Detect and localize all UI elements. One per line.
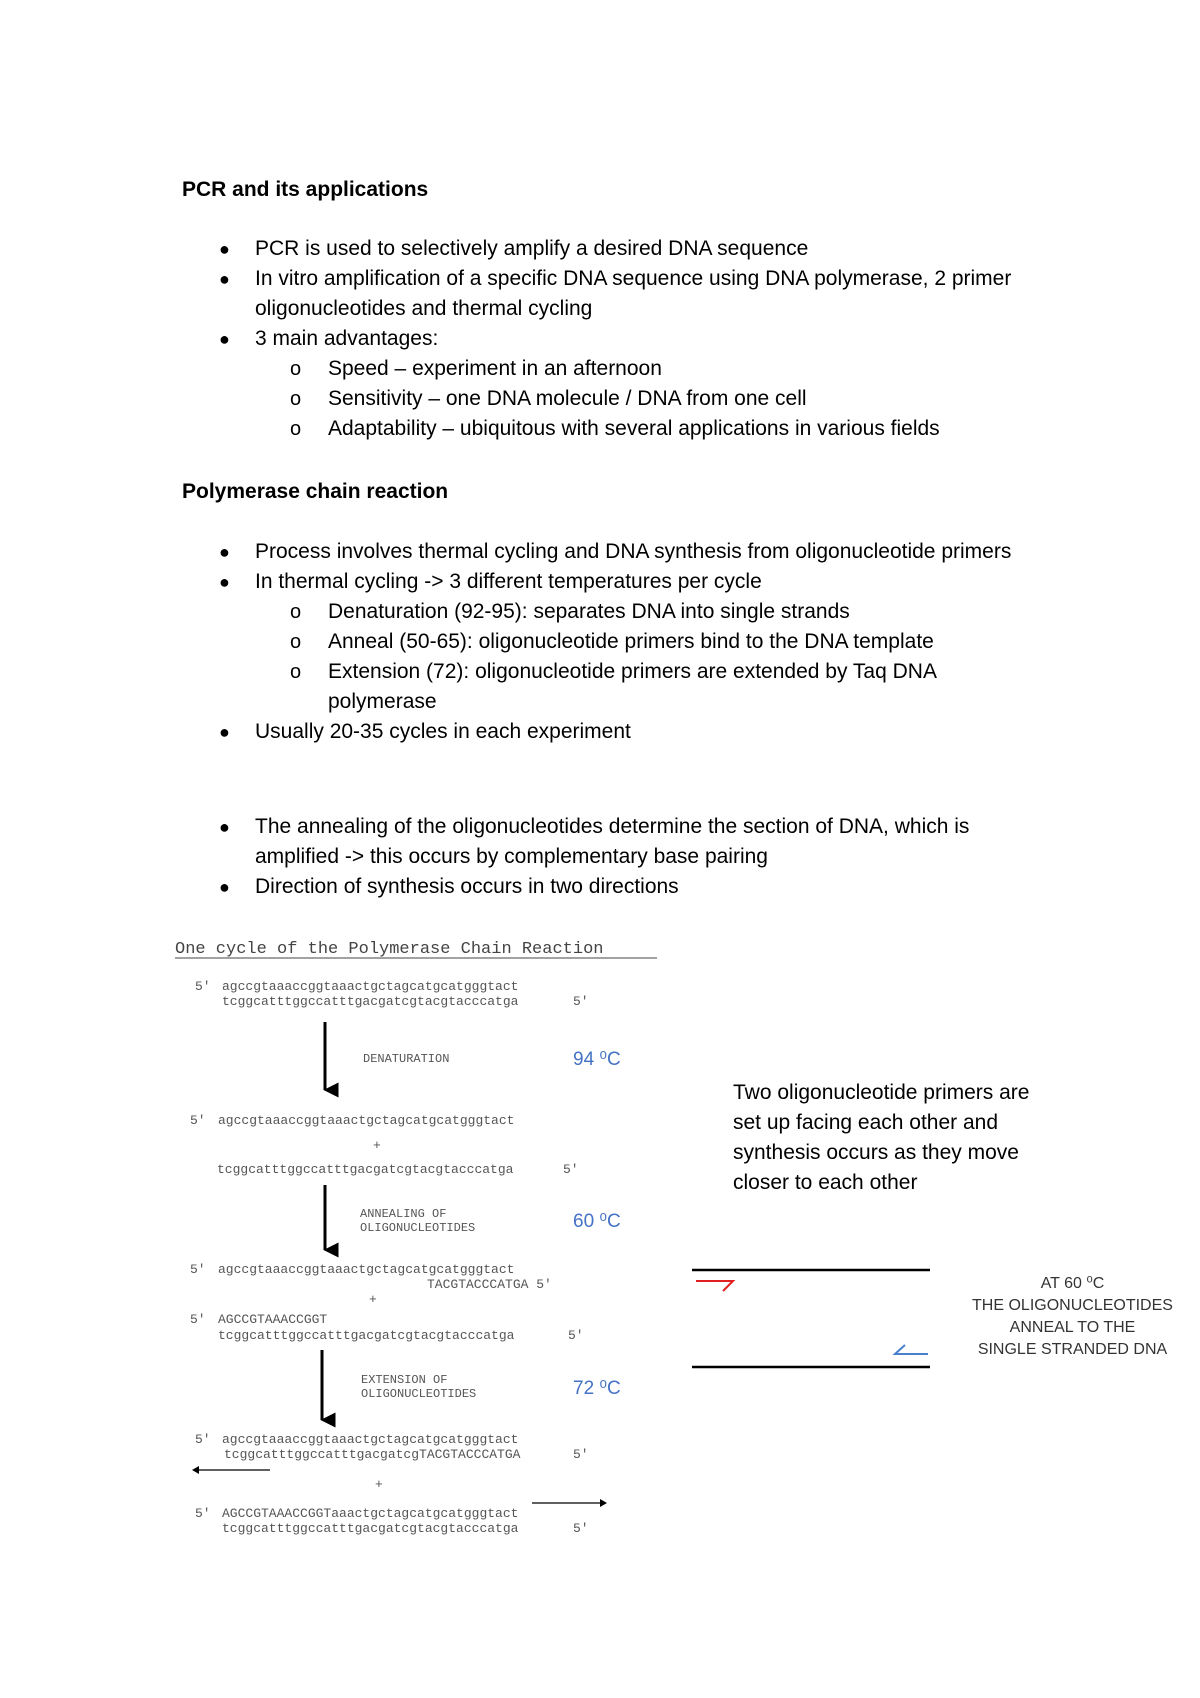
forward-primer-arrow-icon — [696, 1281, 733, 1291]
prime-label: 5' — [195, 1506, 211, 1521]
circle-bullet-icon: o — [290, 358, 302, 380]
reverse-primer-seq: TACGTACCCATGA 5' — [427, 1277, 552, 1292]
list-item — [255, 354, 1018, 384]
list-item — [0, 812, 1045, 872]
circle-bullet-icon: o — [290, 631, 302, 653]
annealing-callout — [950, 1273, 1195, 1361]
bottom-strand: tcggcatttggccatttgacgatcgtacgtacccatga — [222, 994, 519, 1009]
circle-bullet-icon: o — [290, 661, 302, 683]
prime-label: 5' — [573, 994, 589, 1009]
bullet-icon: ● — [219, 817, 230, 837]
circle-bullet-icon: o — [290, 388, 302, 410]
list-item — [255, 384, 1018, 414]
heading-pcr-applications: PCR and its applications — [182, 178, 429, 201]
forward-primer-seq: AGCCGTAAACCGGT — [218, 1312, 328, 1327]
advantages-list — [255, 354, 1045, 444]
callout-line: AT 60 ⁰C — [1040, 1275, 1105, 1292]
temp-denaturation: 94 ⁰C — [573, 1049, 621, 1070]
step-labels — [360, 1052, 476, 1401]
bottom-strand: tcggcatttggccatttgacgatcgtacgtacccatga — [222, 1521, 519, 1536]
step-extension-label: OLIGONUCLEOTIDES — [361, 1387, 477, 1401]
list-item — [255, 627, 1018, 657]
prime-label: 5' — [573, 1447, 589, 1462]
reverse-primer-arrow-icon — [895, 1345, 928, 1354]
extended-top-strand: AGCCGTAAACCGGTaaactgctagcatgcatgggtact — [222, 1506, 519, 1521]
step-anneal: Anneal (50-65): oligonucleotide primers bind to the DNA template — [328, 630, 934, 653]
step-extension: Extension (72): oligonucleotide primers are extended by Taq DNA polymerase — [328, 660, 936, 713]
top-strand: agccgtaaaccggtaaactgctagcatgcatgggtact — [222, 979, 519, 994]
prime-label: 5' — [195, 979, 211, 994]
bullet-text: PCR is used to selectively amplify a desired DNA sequence — [255, 237, 809, 260]
list-item — [0, 264, 1045, 324]
callout-line: ANNEAL TO THE — [1009, 1319, 1136, 1336]
bullet-icon: ● — [219, 572, 230, 592]
step-annealing-label: ANNEALING OF — [360, 1207, 447, 1221]
list-item — [0, 537, 1045, 567]
prime-label: 5' — [573, 1521, 589, 1536]
list-item — [255, 597, 1018, 627]
prime-label: 5' — [195, 1432, 211, 1447]
list-item — [255, 657, 1018, 717]
sequences-group — [190, 979, 589, 1536]
temp-extension: 72 ⁰C — [573, 1378, 621, 1399]
annealing-list — [0, 812, 1200, 902]
pcr-bullet-list — [0, 234, 1200, 444]
bullet-text: Direction of synthesis occurs in two directions — [255, 875, 679, 898]
right-arrow-icon — [600, 1499, 607, 1507]
bullet-icon: ● — [219, 877, 230, 897]
list-item — [0, 234, 1045, 264]
step-denaturation-label: DENATURATION — [363, 1052, 450, 1066]
advantage-adaptability: Adaptability – ubiquitous with several applications in various fields — [328, 417, 940, 440]
temp-annealing: 60 ⁰C — [573, 1211, 621, 1232]
bottom-strand: tcggcatttggccatttgacgatcgtacgtacccatga — [217, 1162, 514, 1177]
callout-line: THE OLIGONUCLEOTIDES — [972, 1297, 1173, 1314]
list-item — [0, 324, 1045, 444]
step-denaturation: Denaturation (92-95): separates DNA into single strands — [328, 600, 850, 623]
list-item — [255, 414, 1018, 444]
circle-bullet-icon: o — [290, 418, 302, 440]
circle-bullet-icon: o — [290, 601, 302, 623]
left-arrow-icon — [192, 1466, 199, 1474]
bullet-icon: ● — [219, 542, 230, 562]
bullet-text: The annealing of the oligonucleotides determine the section of DNA, which is amplified -> this occurs by complementary base pairing — [255, 815, 970, 868]
extended-bottom-strand: tcggcatttggccatttgacgatcgTACGTACCCATGA — [224, 1447, 521, 1462]
plus-sign: + — [373, 1138, 381, 1153]
list-item — [0, 872, 1045, 902]
bullet-text: In vitro amplification of a specific DNA sequence using DNA polymerase, 2 primer oligonucleotides and thermal cycling — [255, 267, 1012, 320]
bullet-text: Process involves thermal cycling and DNA synthesis from oligonucleotide primers — [255, 540, 1012, 563]
list-item — [0, 717, 1045, 747]
temperature-labels — [573, 1049, 621, 1399]
prime-label: 5' — [563, 1162, 579, 1177]
step-annealing-label: OLIGONUCLEOTIDES — [360, 1221, 476, 1235]
callout-line: SINGLE STRANDED DNA — [977, 1341, 1168, 1358]
top-strand: agccgtaaaccggtaaactgctagcatgcatgggtact — [222, 1432, 519, 1447]
plus-sign: + — [375, 1477, 383, 1492]
top-strand: agccgtaaaccggtaaactgctagcatgcatgggtact — [218, 1262, 515, 1277]
thermal-steps-list — [255, 597, 1045, 717]
side-note: Two oligonucleotide primers are set up facing each other and synthesis occurs as they move closer to each other — [733, 1081, 1030, 1194]
bullet-icon: ● — [219, 722, 230, 742]
prime-label: 5' — [568, 1328, 584, 1343]
heading-polymerase-chain-reaction: Polymerase chain reaction — [182, 480, 449, 503]
plus-sign: + — [369, 1292, 377, 1307]
advantage-sensitivity: Sensitivity – one DNA molecule / DNA from one cell — [328, 387, 807, 410]
bullet-icon: ● — [219, 269, 230, 289]
bullet-text: In thermal cycling -> 3 different temperatures per cycle — [255, 570, 762, 593]
pcr-process-list — [0, 537, 1200, 747]
bottom-strand: tcggcatttggccatttgacgatcgtacgtacccatga — [218, 1328, 515, 1343]
prime-label: 5' — [190, 1262, 206, 1277]
step-extension-label: EXTENSION OF — [361, 1373, 448, 1387]
bullet-icon: ● — [219, 329, 230, 349]
prime-label: 5' — [190, 1113, 206, 1128]
advantage-speed: Speed – experiment in an afternoon — [328, 357, 662, 380]
figure-title: One cycle of the Polymerase Chain Reaction — [175, 940, 604, 959]
list-item — [0, 567, 1045, 717]
bullet-text: Usually 20-35 cycles in each experiment — [255, 720, 631, 743]
prime-label: 5' — [190, 1312, 206, 1327]
top-strand: agccgtaaaccggtaaactgctagcatgcatgggtact — [218, 1113, 515, 1128]
bullet-text: 3 main advantages: — [255, 327, 439, 350]
bullet-icon: ● — [219, 239, 230, 259]
